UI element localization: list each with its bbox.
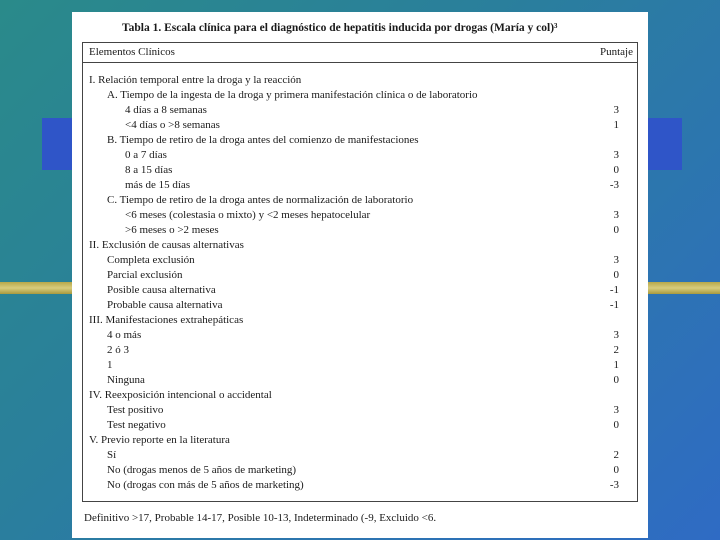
row-score: 3 bbox=[613, 104, 619, 116]
row-score: 3 bbox=[613, 329, 619, 341]
table-title: Tabla 1. Escala clínica para el diagnóstico de hepatitis inducida por drogas (María y col)³ bbox=[122, 22, 558, 34]
row-score: 1 bbox=[613, 359, 619, 371]
table-row bbox=[83, 88, 637, 103]
table-row bbox=[83, 103, 637, 118]
document-page bbox=[72, 12, 648, 538]
row-label: 8 a 15 días bbox=[125, 164, 173, 176]
table-row bbox=[83, 133, 637, 148]
row-label: 2 ó 3 bbox=[107, 344, 129, 356]
table-row bbox=[83, 433, 637, 448]
row-label: II. Exclusión de causas alternativas bbox=[89, 239, 244, 251]
row-label: A. Tiempo de la ingesta de la droga y primera manifestación clínica o de laboratorio bbox=[107, 89, 478, 101]
row-label: IV. Reexposición intencional o accidental bbox=[89, 389, 272, 401]
row-score: 2 bbox=[613, 344, 619, 356]
table-row bbox=[83, 388, 637, 403]
row-label: No (drogas con más de 5 años de marketing) bbox=[107, 479, 304, 491]
table-row bbox=[83, 223, 637, 238]
row-score: -1 bbox=[609, 284, 619, 296]
row-label: 4 días a 8 semanas bbox=[125, 104, 207, 116]
row-score: 3 bbox=[613, 254, 619, 266]
table-row bbox=[83, 118, 637, 133]
row-label: No (drogas menos de 5 años de marketing) bbox=[107, 464, 297, 476]
table-row bbox=[83, 193, 637, 208]
table-row bbox=[83, 418, 637, 433]
row-score: 2 bbox=[613, 449, 619, 461]
row-label: V. Previo reporte en la literatura bbox=[89, 434, 230, 446]
row-label: B. Tiempo de retiro de la droga antes del comienzo de manifestaciones bbox=[107, 134, 419, 146]
row-label: I. Relación temporal entre la droga y la reacción bbox=[89, 74, 302, 86]
table-row bbox=[83, 208, 637, 223]
row-label: 4 o más bbox=[107, 329, 142, 341]
table-row bbox=[83, 373, 637, 388]
row-label: Parcial exclusión bbox=[107, 269, 183, 281]
table-row bbox=[83, 328, 637, 343]
row-label: 0 a 7 días bbox=[125, 149, 167, 161]
row-score: 0 bbox=[613, 164, 619, 176]
row-label: III. Manifestaciones extrahepáticas bbox=[89, 314, 244, 326]
row-score: -3 bbox=[609, 479, 619, 491]
table-body bbox=[83, 63, 637, 501]
table-footer: Definitivo >17, Probable 14-17, Posible 10-13, Indeterminado (-9, Excluido <6. bbox=[84, 512, 437, 524]
table-row bbox=[83, 358, 637, 373]
table-row bbox=[83, 73, 637, 88]
row-label: Probable causa alternativa bbox=[107, 299, 223, 311]
table-row bbox=[83, 343, 637, 358]
row-label: <4 días o >8 semanas bbox=[125, 119, 220, 131]
table-row bbox=[83, 163, 637, 178]
row-label: Ninguna bbox=[107, 374, 145, 386]
table-row bbox=[83, 148, 637, 163]
row-label: Sí bbox=[107, 449, 117, 461]
row-score: 3 bbox=[613, 404, 619, 416]
table-row bbox=[83, 268, 637, 283]
table-row bbox=[83, 253, 637, 268]
table-row bbox=[83, 403, 637, 418]
row-label: Test negativo bbox=[107, 419, 166, 431]
row-score: -3 bbox=[609, 179, 619, 191]
row-score: 0 bbox=[613, 464, 619, 476]
table-row bbox=[83, 238, 637, 253]
row-label: C. Tiempo de retiro de la droga antes de normalización de laboratorio bbox=[107, 194, 414, 206]
table-header bbox=[83, 43, 637, 63]
table-row bbox=[83, 283, 637, 298]
table-row bbox=[83, 298, 637, 313]
row-score: 0 bbox=[613, 419, 619, 431]
table-row bbox=[83, 313, 637, 328]
header-score: Puntaje bbox=[600, 46, 633, 58]
row-score: 1 bbox=[613, 119, 619, 131]
row-label: Completa exclusión bbox=[107, 254, 195, 266]
row-score: 3 bbox=[613, 149, 619, 161]
row-label: <6 meses (colestasia o mixto) y <2 meses hepatocelular bbox=[125, 209, 371, 221]
row-score: 0 bbox=[613, 269, 619, 281]
row-label: Test positivo bbox=[107, 404, 164, 416]
row-score: 0 bbox=[613, 374, 619, 386]
row-label: 1 bbox=[107, 359, 113, 371]
table-row bbox=[83, 478, 637, 493]
row-label: más de 15 días bbox=[125, 179, 191, 191]
row-label: >6 meses o >2 meses bbox=[125, 224, 219, 236]
row-score: 0 bbox=[613, 224, 619, 236]
table-row bbox=[83, 178, 637, 193]
row-label: Posible causa alternativa bbox=[107, 284, 216, 296]
table-row bbox=[83, 448, 637, 463]
table-row bbox=[83, 463, 637, 478]
row-score: 3 bbox=[613, 209, 619, 221]
row-score: -1 bbox=[609, 299, 619, 311]
header-elements: Elementos Clínicos bbox=[89, 46, 175, 58]
table-frame bbox=[82, 42, 638, 502]
